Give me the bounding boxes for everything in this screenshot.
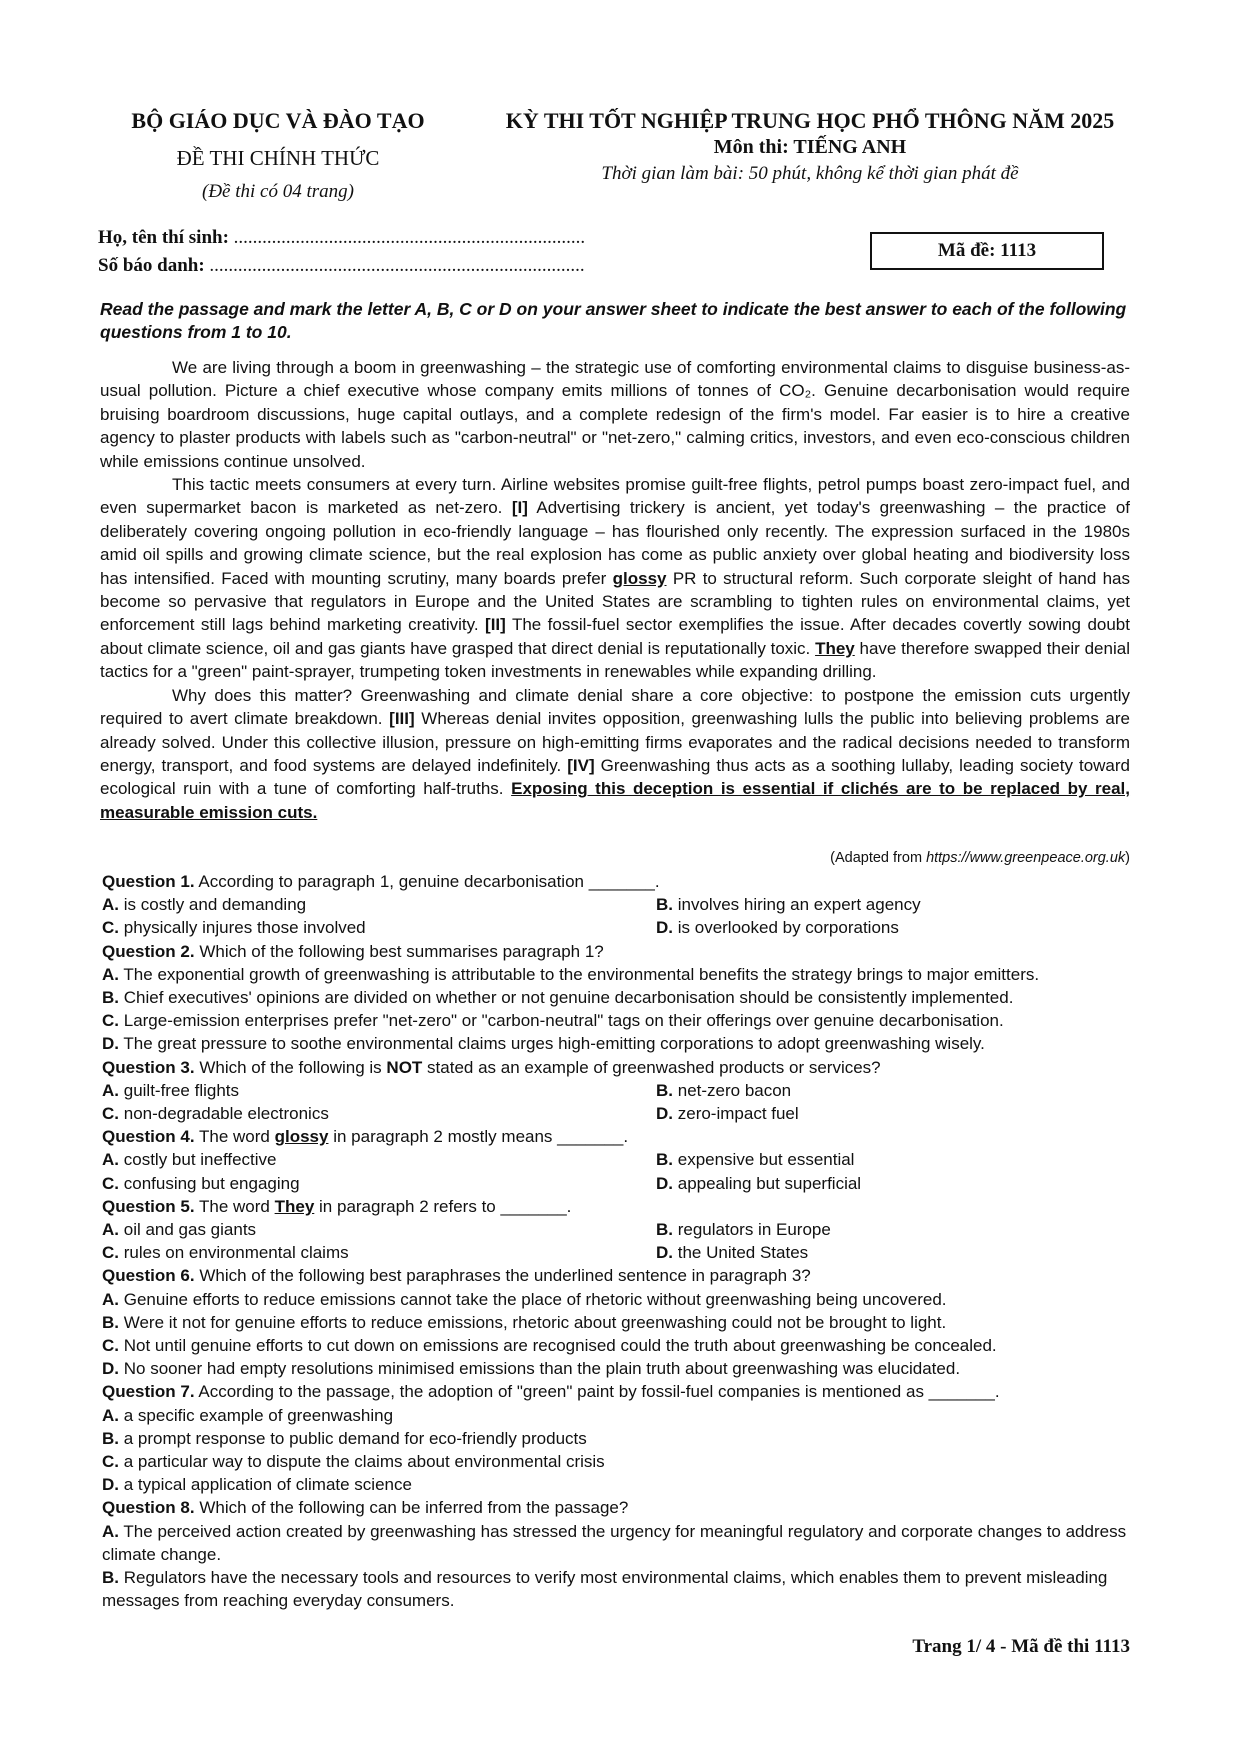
- question-2-option-d-text: The great pressure to soothe environmental claims urges high-emitting corporations to adopt greenwashing wisely.: [123, 1034, 985, 1054]
- question-2-option-b[interactable]: B. Chief executives' opinions are divided on whether or not genuine decarbonisation should be consistently implemented.: [102, 988, 1014, 1008]
- question-5-option-c[interactable]: C. rules on environmental claims: [102, 1243, 349, 1263]
- exam-code-box: Mã đề: 1113: [870, 232, 1104, 270]
- question-5-text-after: in paragraph 2 refers to _______.: [319, 1196, 572, 1216]
- question-7-option-d[interactable]: D. a typical application of climate science: [102, 1475, 412, 1495]
- paragraph-2-text-d: The fossil-fuel sector exemplifies the issue. After decades covertly sowing doubt about climate science, oil and gas giants have grasped that direct denial is reputationally toxic.: [100, 615, 1130, 658]
- question-4-option-d[interactable]: D. appealing but superficial: [656, 1173, 862, 1193]
- question-7-option-d-text: a typical application of climate science: [123, 1475, 412, 1495]
- question-6-option-c[interactable]: C. Not until genuine efforts to cut down on emissions are recognised could the truth about greenwashing be concealed.: [102, 1336, 997, 1356]
- source-url: https://www.greenpeace.org.uk: [926, 850, 1126, 866]
- question-4-stem: [102, 1125, 1132, 1148]
- question-4-option-a[interactable]: A. costly but ineffective: [102, 1150, 277, 1170]
- question-1-option-a-text: is costly and demanding: [123, 895, 307, 915]
- header-left: [128, 108, 428, 203]
- question-5-options: [102, 1218, 1132, 1264]
- question-8-option-a-text: The perceived action created by greenwashing has stressed the urgency for meaningful regulatory and corporate changes to address climate change.: [102, 1521, 1127, 1564]
- exam-title: KỲ THI TỐT NGHIỆP TRUNG HỌC PHỔ THÔNG NĂM 2025: [505, 108, 1115, 133]
- question-3-option-a[interactable]: A. guilt-free flights: [102, 1080, 240, 1100]
- question-6-text: Which of the following best paraphrases the underlined sentence in paragraph 3?: [199, 1266, 811, 1286]
- question-4-number: Question 4.: [102, 1127, 195, 1147]
- question-6-option-b-text: Were it not for genuine efforts to reduce emissions, rhetoric about greenwashing could not be brought to light.: [123, 1312, 947, 1332]
- paragraph-3-text-a: Why does this matter? Greenwashing and climate denial share a core objective: to postpone the emission cuts urgently required to avert climate breakdown.: [100, 685, 1130, 729]
- position-marker-iv: [IV]: [567, 755, 595, 775]
- passage-source: [780, 850, 1130, 866]
- ministry-name: BỘ GIÁO DỤC VÀ ĐÀO TẠO: [131, 108, 425, 133]
- question-7-option-c-text: a particular way to dispute the claims about environmental crisis: [123, 1452, 605, 1472]
- position-marker-iii: [III]: [389, 709, 415, 729]
- question-2-text: Which of the following best summarises paragraph 1?: [199, 941, 604, 961]
- question-8-option-b-text: Regulators have the necessary tools and resources to verify most environmental claims, which enables them to prevent misleading messages from reaching everyday consumers.: [102, 1568, 1108, 1611]
- candidate-id-field[interactable]: ...............................................................................: [209, 255, 585, 276]
- question-6: [102, 1264, 1132, 1380]
- question-1-text: According to paragraph 1, genuine decarbonisation _______.: [198, 872, 660, 891]
- question-1-option-b[interactable]: B. involves hiring an expert agency: [656, 895, 921, 915]
- question-2-option-a[interactable]: A. The exponential growth of greenwashing is attributable to the environmental benefits the strategy brings to major emitters.: [102, 964, 1040, 984]
- underlined-sentence: Exposing this deception is essential if clichés are to be replaced by real, measurable emission cuts.: [100, 779, 1131, 822]
- question-3-option-b[interactable]: B. net-zero bacon: [656, 1080, 792, 1100]
- position-marker-i: [I]: [511, 498, 528, 518]
- question-7-number: Question 7.: [102, 1382, 195, 1402]
- question-6-option-d[interactable]: D. No sooner had empty resolutions minimised emissions than the plain truth about greenwashing was elucidated.: [102, 1359, 961, 1379]
- question-4-option-b-text: expensive but essential: [677, 1150, 855, 1170]
- question-5-number: Question 5.: [102, 1196, 195, 1216]
- question-3-option-d-text: zero-impact fuel: [677, 1104, 799, 1124]
- question-8-option-b[interactable]: B. Regulators have the necessary tools and resources to verify most environmental claims, which enables them to prevent misleading messages from reaching everyday consumers.: [102, 1568, 1108, 1611]
- question-8-text: Which of the following can be inferred from the passage?: [199, 1498, 629, 1518]
- question-4-option-b[interactable]: B. expensive but essential: [656, 1150, 855, 1170]
- question-7-option-a-text: a specific example of greenwashing: [123, 1405, 394, 1425]
- paragraph-3-text-b: Whereas denial invites opposition, greenwashing lulls the public into believing problems are already solved. Under this collective illusion, pressure on high-emitting firms evaporates and the radical decisions needed to transform energy, transport, and food systems are delayed indefinitely.: [100, 709, 1130, 775]
- question-2: [102, 940, 1132, 1056]
- question-1-option-b-text: involves hiring an expert agency: [677, 895, 921, 915]
- question-2-option-d[interactable]: D. The great pressure to soothe environmental claims urges high-emitting corporations to adopt greenwashing wisely.: [102, 1034, 985, 1054]
- candidate-name-label: Họ, tên thí sinh:: [98, 227, 229, 248]
- question-6-option-a-text: Genuine efforts to reduce emissions cannot take the place of rhetoric without greenwashing being uncovered.: [123, 1289, 947, 1309]
- question-7-text: According to the passage, the adoption of "green" paint by fossil-fuel companies is mentioned as _______.: [198, 1382, 1000, 1402]
- question-1-option-c-text: physically injures those involved: [123, 918, 366, 938]
- question-5-option-c-text: rules on environmental claims: [123, 1243, 349, 1263]
- question-2-option-c-text: Large-emission enterprises prefer "net-zero" or "carbon-neutral" tags on their offerings over genuine decarbonisation.: [123, 1011, 1004, 1031]
- questions-section: [102, 870, 1132, 1613]
- question-3-number: Question 3.: [102, 1057, 195, 1077]
- question-5: [102, 1195, 1132, 1265]
- page-footer: Trang 1/ 4 - Mã đề thi 1113: [912, 1636, 1130, 1657]
- question-3-option-c[interactable]: C. non-degradable electronics: [102, 1104, 329, 1124]
- question-7-option-b-text: a prompt response to public demand for eco-friendly products: [123, 1428, 587, 1448]
- question-3-text-before: Which of the following is: [199, 1057, 382, 1077]
- official-label: ĐỀ THI CHÍNH THỨC: [176, 146, 380, 170]
- question-4-option-c-text: confusing but engaging: [123, 1173, 300, 1193]
- question-5-option-d[interactable]: D. the United States: [656, 1243, 809, 1263]
- question-5-stem: [102, 1195, 1132, 1218]
- candidate-id-label: Số báo danh:: [98, 255, 205, 276]
- exam-time: Thời gian làm bài: 50 phút, không kể thời gian phát đề: [601, 163, 1019, 184]
- question-7: [102, 1380, 1132, 1496]
- question-5-option-d-text: the United States: [677, 1243, 809, 1263]
- source-suffix: ): [1125, 850, 1130, 866]
- reading-passage: [100, 356, 1130, 824]
- paragraph-3-text-c: Greenwashing thus acts as a soothing lullaby, leading society toward ecological ruin with a tune of comforting half-truths.: [100, 755, 1130, 799]
- question-5-option-a[interactable]: A. oil and gas giants: [102, 1220, 257, 1240]
- question-3-option-a-text: guilt-free flights: [123, 1080, 240, 1100]
- question-5-option-b[interactable]: B. regulators in Europe: [656, 1220, 831, 1240]
- question-6-option-a[interactable]: A. Genuine efforts to reduce emissions cannot take the place of rhetoric without greenwashing being uncovered.: [102, 1289, 947, 1309]
- question-2-option-b-text: Chief executives' opinions are divided on whether or not genuine decarbonisation should be consistently implemented.: [123, 988, 1014, 1008]
- question-8: [102, 1496, 1132, 1612]
- paragraph-2: [100, 473, 1130, 684]
- source-prefix: (Adapted from: [830, 850, 927, 866]
- question-6-option-c-text: Not until genuine efforts to cut down on emissions are recognised could the truth about greenwashing be concealed.: [123, 1336, 997, 1356]
- paragraph-1: We are living through a boom in greenwashing – the strategic use of comforting environmental claims to disguise business-as-usual pollution. Picture a chief executive whose company emits millions of tonnes of CO₂. Genuine decarbonisation would require bruising boardroom discussions, huge capital outlays, and a complete redesign of the firm's model. Far easier is to hire a creative agency to plaster products with labels such as "carbon-neutral" or "net-zero," calming critics, investors, and even eco-conscious children while emissions continue unsolved.: [100, 358, 1130, 471]
- question-3: [102, 1056, 1132, 1126]
- question-5-text-before: The word: [199, 1196, 270, 1216]
- question-2-stem: [102, 940, 1132, 963]
- candidate-name-row: [98, 224, 585, 252]
- question-5-option-b-text: regulators in Europe: [677, 1220, 831, 1240]
- paragraph-2-text-b: Advertising trickery is ancient, yet today's greenwashing – the practice of deliberately covering ongoing pollution in eco-friendly language – has flourished only recently. The expression surfaced in the 1980s amid oil spills and growing climate science, but the real explosion has come as public anxiety over global heating and biodiversity loss has intensified. Faced with mounting scrutiny, many boards prefer: [100, 498, 1130, 588]
- question-6-option-b[interactable]: B. Were it not for genuine efforts to reduce emissions, rhetoric about greenwashing could not be brought to light.: [102, 1312, 947, 1332]
- header-right: [490, 108, 1130, 185]
- position-marker-ii: [II]: [485, 615, 506, 635]
- question-4-option-d-text: appealing but superficial: [677, 1173, 862, 1193]
- question-6-stem: [102, 1264, 1132, 1287]
- question-5-word: They: [274, 1196, 315, 1216]
- question-1: [102, 870, 1132, 940]
- question-7-option-b[interactable]: B. a prompt response to public demand for eco-friendly products: [102, 1428, 587, 1448]
- candidate-id-row: [98, 252, 585, 280]
- question-3-option-c-text: non-degradable electronics: [123, 1104, 329, 1124]
- question-8-number: Question 8.: [102, 1498, 195, 1518]
- question-1-options: [102, 893, 1132, 939]
- question-4-text-after: in paragraph 2 mostly means _______.: [333, 1127, 629, 1147]
- paragraph-2-text-a: This tactic meets consumers at every turn. Airline websites promise guilt-free flights, petrol pumps boast zero-impact fuel, and even supermarket bacon is marketed as net-zero.: [100, 475, 1130, 518]
- question-1-stem: [102, 870, 1132, 893]
- question-7-option-a[interactable]: A. a specific example of greenwashing: [102, 1405, 394, 1425]
- question-4: [102, 1125, 1132, 1195]
- paragraph-2-text-c: PR to structural reform. Such corporate sleight of hand has become so pervasive that regulators in Europe and the United States are scrambling to tighten rules on environmental claims, yet enforcement still lags behind marketing creativity.: [100, 568, 1131, 635]
- question-4-option-a-text: costly but ineffective: [123, 1150, 277, 1170]
- question-8-stem: [102, 1496, 1132, 1519]
- question-4-options: [102, 1148, 1132, 1194]
- question-2-number: Question 2.: [102, 941, 195, 961]
- question-2-option-c[interactable]: C. Large-emission enterprises prefer "net-zero" or "carbon-neutral" tags on their offerings over genuine decarbonisation.: [102, 1011, 1004, 1031]
- question-1-option-d-text: is overlooked by corporations: [677, 918, 899, 938]
- question-3-not: NOT: [386, 1057, 423, 1077]
- exam-subject: Môn thi: TIẾNG ANH: [713, 136, 907, 158]
- question-4-word: glossy: [274, 1127, 329, 1147]
- question-1-number: Question 1.: [102, 872, 195, 891]
- question-7-option-c[interactable]: C. a particular way to dispute the claims about environmental crisis: [102, 1452, 605, 1472]
- paragraph-2-text-e: have therefore swapped their denial tactics for a "green" paint-sprayer, trumpeting token investments in renewables while expanding drilling.: [100, 638, 1130, 682]
- question-3-option-b-text: net-zero bacon: [677, 1080, 792, 1100]
- word-they: They: [815, 638, 855, 658]
- question-6-option-d-text: No sooner had empty resolutions minimised emissions than the plain truth about greenwashing was elucidated.: [123, 1359, 961, 1379]
- paragraph-3: [100, 684, 1130, 824]
- question-4-text-before: The word: [199, 1127, 270, 1147]
- question-3-options: [102, 1079, 1132, 1125]
- question-3-stem: [102, 1056, 1132, 1079]
- question-5-option-a-text: oil and gas giants: [123, 1220, 257, 1240]
- question-7-stem: [102, 1380, 1132, 1403]
- question-1-option-c[interactable]: C. physically injures those involved: [102, 918, 366, 938]
- question-8-option-a[interactable]: A. The perceived action created by greenwashing has stressed the urgency for meaningful regulatory and corporate changes to address climate change.: [102, 1521, 1127, 1564]
- question-2-option-a-text: The exponential growth of greenwashing is attributable to the environmental benefits the strategy brings to major emitters.: [123, 964, 1040, 984]
- question-4-option-c[interactable]: C. confusing but engaging: [102, 1173, 300, 1193]
- word-glossy: glossy: [612, 568, 667, 588]
- instruction: Read the passage and mark the letter A, B, C or D on your answer sheet to indicate the best answer to each of the following questions from 1 to 10.: [100, 299, 1127, 342]
- candidate-fields: [98, 224, 585, 280]
- candidate-name-field[interactable]: ..........................................................................: [233, 227, 586, 248]
- question-1-option-d[interactable]: D. is overlooked by corporations: [656, 918, 899, 938]
- question-3-option-d[interactable]: D. zero-impact fuel: [656, 1104, 799, 1124]
- question-3-text-after: stated as an example of greenwashed products or services?: [427, 1057, 881, 1077]
- question-1-option-a[interactable]: A. is costly and demanding: [102, 895, 307, 915]
- question-6-number: Question 6.: [102, 1266, 195, 1286]
- pages-note: (Đề thi có 04 trang): [202, 181, 354, 202]
